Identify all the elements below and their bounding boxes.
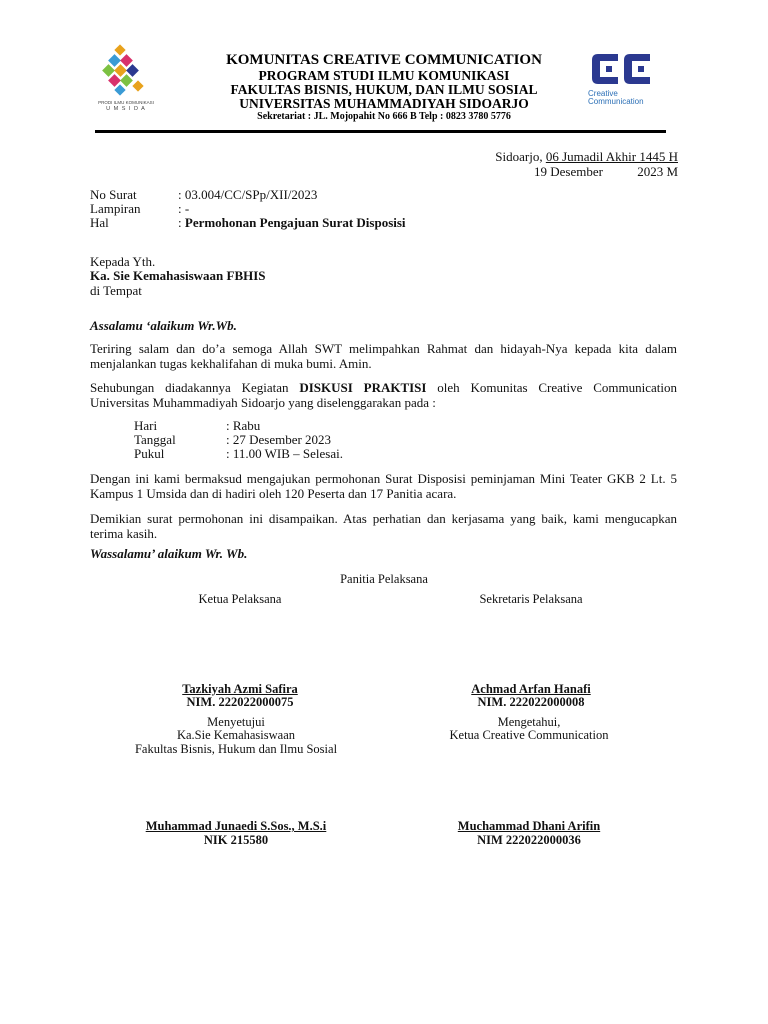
schedule-date-label: Tanggal	[134, 432, 176, 447]
chair-id: NIM 222022000036	[477, 833, 581, 847]
meta-subject-row	[90, 215, 406, 230]
cc-logo-text	[588, 90, 644, 106]
program-name: PROGRAM STUDI ILMU KOMUNIKASI	[258, 68, 510, 83]
cc-logo-line-2: Communication	[588, 97, 644, 106]
schedule-time-value: : 11.00 WIB – Selesai.	[226, 446, 343, 461]
approver-name: Muhammad Junaedi S.Sos., M.S.i	[145, 819, 327, 833]
paragraph-2-intro: Sehubungan diadakannya Kegiatan	[90, 380, 300, 395]
date-gregorian-line	[484, 164, 678, 179]
letterhead-divider	[95, 130, 666, 133]
schedule-time-label: Pukul	[134, 446, 165, 461]
approval-faculty: Fakultas Bisnis, Hukum dan Ilmu Sosial	[134, 742, 338, 756]
meta-subject-label: Hal	[90, 215, 109, 230]
meta-attachment-label: Lampiran	[90, 201, 141, 216]
meta-number-label: No Surat	[90, 187, 137, 202]
university-name: UNIVERSITAS MUHAMMADIYAH SIDOARJO	[239, 96, 529, 111]
schedule-time-row	[134, 446, 343, 461]
faculty-name: FAKULTAS BISNIS, HUKUM, DAN ILMU SOSIAL	[230, 82, 538, 97]
right-signer-name: Achmad Arfan Hanafi	[471, 682, 591, 696]
recipient-place: di Tempat	[90, 283, 142, 298]
date-hijri-line	[484, 149, 678, 164]
schedule-day-value: : Rabu	[226, 418, 261, 433]
cc-logo-line-1: Creative	[588, 89, 618, 98]
meta-subject-value: Permohonan Pengajuan Surat Disposisi	[184, 215, 406, 230]
meta-subject-colon: :	[178, 215, 185, 230]
approver-id: NIK 215580	[203, 833, 269, 847]
right-signer-role: Sekretaris Pelaksana	[479, 592, 583, 606]
greeting: Assalamu ‘alaikum Wr.Wb.	[90, 318, 237, 333]
schedule-day-row	[134, 418, 260, 433]
closing-greeting: Wassalamu’ alaikum Wr. Wb.	[90, 546, 248, 561]
umsida-caption-line-1: PRODI ILMU KOMUNIKASI	[98, 100, 154, 105]
cc-logo-icon	[588, 50, 654, 88]
date-hijri: 06 Jumadil Akhir 1445 H	[545, 149, 678, 164]
paragraph-1: Teriring salam dan do’a semoga Allah SWT melimpahkan Rahmat dan hidayah-Nya kepada kita dalam menjalankan tugas kekhalifahan di muka bumi. Amin.	[90, 341, 677, 371]
chair-name: Muchammad Dhani Arifin	[457, 819, 601, 833]
acknowledge-label: Mengetahui,	[497, 715, 561, 729]
left-signer-role: Ketua Pelaksana	[198, 592, 282, 606]
recipient-salutation: Kepada Yth.	[90, 254, 156, 269]
acknowledge-position: Ketua Creative Communication	[449, 728, 609, 742]
date-gregorian-year: 2023 M	[637, 164, 678, 179]
approval-label: Menyetujui	[207, 715, 265, 729]
date-place: Sidoarjo,	[495, 149, 546, 164]
letter-date	[484, 149, 678, 179]
meta-number-value: : 03.004/CC/SPp/XII/2023	[178, 187, 318, 202]
left-signer-id: NIM. 222022000075	[186, 695, 294, 709]
meta-attachment-row	[90, 201, 189, 216]
paragraph-2	[90, 380, 677, 410]
meta-number-row	[90, 187, 317, 202]
paragraph-4: Demikian surat permohonan ini disampaikan. Atas perhatian dan kerjasama yang baik, kami mengucapkan terima kasih.	[90, 511, 677, 541]
event-name: DISKUSI PRAKTISI	[299, 380, 427, 395]
schedule-date-value: : 27 Desember 2023	[226, 432, 332, 447]
meta-attachment-value: : -	[178, 201, 190, 216]
schedule-date-row	[134, 432, 331, 447]
schedule-day-label: Hari	[134, 418, 158, 433]
right-signer-id: NIM. 222022000008	[477, 695, 585, 709]
recipient-title: Ka. Sie Kemahasiswaan FBHIS	[90, 268, 266, 283]
creative-communication-logo	[588, 50, 668, 112]
left-signer-name: Tazkiyah Azmi Safira	[182, 682, 298, 696]
date-gregorian-day-month: 19 Desember	[534, 164, 603, 179]
umsida-caption-line-2: U M S I D A	[106, 106, 146, 112]
paragraph-3: Dengan ini kami bermaksud mengajukan permohonan Surat Disposisi peminjaman Mini Teater GKB 2 Lt. 5 Kampus 1 Umsida dan di hadiri oleh 120 Peserta dan 17 Panitia acara.	[90, 471, 677, 501]
paragraph-2-rest: oleh Komunitas Creative Communication Universitas Muhammadiyah Sidoarjo yang diselenggarakan pada :	[90, 380, 677, 410]
secretariat-address: Sekretariat : JL. Mojopahit No 666 B Telp : 0823 3780 5776	[257, 111, 511, 122]
committee-title: Panitia Pelaksana	[340, 572, 428, 586]
approval-position: Ka.Sie Kemahasiswaan	[176, 728, 296, 742]
org-name: KOMUNITAS CREATIVE COMMUNICATION	[226, 52, 542, 68]
